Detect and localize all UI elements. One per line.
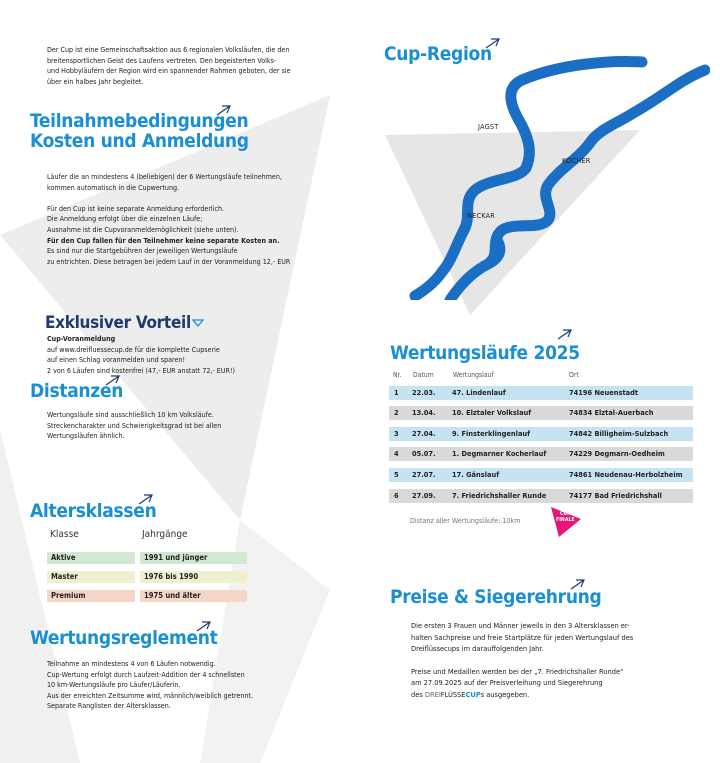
header-nr: Nr. xyxy=(393,371,402,379)
finale-label: CUP FINALE xyxy=(556,511,575,523)
arrow-icon xyxy=(105,374,121,386)
jagst-river xyxy=(415,62,642,296)
vorteil-text: Cup-Voranmeldung auf www.dreifluessecup.de für die komplette Cupserie auf einen Schlag voranmelden und sparen! 2 von 6 Läufen sind kostenfrei (47,- EUR anstatt 72,- EUR!) xyxy=(47,334,235,375)
arrow-icon xyxy=(570,578,586,590)
header-ort: Ort xyxy=(569,371,579,379)
col-klasse-header: Klasse xyxy=(50,529,79,540)
distanz-note: Distanz aller Wertungsläufe: 10km xyxy=(410,516,521,525)
vorteil-title: Exklusiver Vorteil xyxy=(45,313,191,333)
table-row: 3 27.04. 9. Finsterklingenlauf 74842 Billigheim-Sulzbach xyxy=(389,427,693,441)
arrow-icon xyxy=(196,620,212,632)
header-lauf: Wertungslauf xyxy=(453,371,494,379)
teilnahme-text: Läufer die an mindestens 4 (beliebigen) der 6 Wertungsläufe teilnehmen, kommen automatisch in die Cupwertung. Für den Cup ist keine separate Anmeldung erforderlich. Die Anmeldung erfolgt über die einzelnen Läufe; Ausnahme ist die Cupvoranmeldemöglichkeit (siehe unten). Für den Cup fallen für den Teilnehmer keine separate Kosten an. Es sind nur die Startgebühren der jeweiligen Wertungsläufe zu entrichten. Diese betragen bei jedem Lauf in der Voranmeldung 12,- EUR xyxy=(47,172,291,266)
altersklassen-title: Altersklassen xyxy=(30,500,157,522)
table-row: 4 05.07. 1. Degmarner Kocherlauf 74229 Degmarn-Oedheim xyxy=(389,447,693,461)
distanzen-text: Wertungsläufe sind ausschließlich 10 km Volksläufe. Streckencharakter und Schwierigkeitsgrad ist bei allen Wertungsläufen ähnlich. xyxy=(47,410,222,441)
left-triangle xyxy=(0,95,330,520)
region-title: Cup-Region xyxy=(384,43,492,65)
wertungslaeufe-title: Wertungsläufe 2025 xyxy=(390,342,580,364)
arrow-icon xyxy=(216,104,232,116)
arrow-icon xyxy=(485,37,501,49)
rivers-map xyxy=(380,50,710,300)
age-row-jahrgaenge: 1976 bis 1990 xyxy=(140,571,247,583)
map-label-neckar: NECKAR xyxy=(467,211,496,220)
reglement-title: Wertungsreglement xyxy=(30,627,218,649)
age-row-jahrgaenge: 1975 und älter xyxy=(140,590,247,602)
table-row: 2 13.04. 10. Elztaler Volkslauf 74834 Elztal-Auerbach xyxy=(389,406,693,420)
triangle-marker-icon xyxy=(192,318,204,328)
table-row: 1 22.03. 47. Lindenlauf 74196 Neuenstadt xyxy=(389,386,693,400)
age-row-klasse: Master xyxy=(47,571,135,583)
age-row-jahrgaenge: 1991 und jünger xyxy=(140,552,247,564)
col-jahrgaenge-header: Jahrgänge xyxy=(142,529,188,540)
distanzen-title: Distanzen xyxy=(30,380,124,402)
arrow-icon xyxy=(138,493,154,505)
age-row-klasse: Premium xyxy=(47,590,135,602)
table-row: 5 27.07. 17. Gänslauf 74861 Neudenau-Herbolzheim xyxy=(389,468,693,482)
age-row-klasse: Aktive xyxy=(47,552,135,564)
preise-title: Preise & Siegerehrung xyxy=(390,586,602,608)
header-datum: Datum xyxy=(413,371,434,379)
map-label-jagst: JAGST xyxy=(478,122,499,131)
brand-line: des DREIFLÜSSECUPs ausgegeben. xyxy=(411,689,530,699)
map-label-kocher: KOCHER xyxy=(562,156,591,165)
preise-text: Die ersten 3 Frauen und Männer jeweils in den 3 Altersklassen er- halten Sachpreise und freie Startplätze für jeden Wertungslauf des Dreiflüssecups im darauffolgenden Jahr. Preise und Medaillen werden bei der „7. Friedrichshaller Runde“ am 27.09.2025 auf der Preisverleihung und Siegerehrung des DREIFLÜSSECUPs ausgegeben. xyxy=(411,620,701,701)
reglement-text: Teilnahme an mindestens 4 von 6 Läufen notwendig. Cup-Wertung erfolgt durch Laufzeit-Addition der 4 schnellsten 10 km-Wertungsläufe pro Läufer/Läuferin. Aus der erreichten Zeitsumme wird, männlich/weiblich getrennt. Separate Ranglisten der Altersklassen. xyxy=(47,659,254,711)
teilnahme-title: Teilnahmebedingungen Kosten und Anmeldung xyxy=(30,110,249,152)
intro-text: Der Cup ist eine Gemeinschaftsaktion aus 6 regionalen Volksläufen, die den breitensportlichen Geist des Laufens vertreten. Den begeisterten Volks- und Hobbyläufern der Region wird ein spannender Rahmen geboten, der sie über ein halbes Jahr begleitet. xyxy=(47,45,291,86)
table-row: 6 27.09. 7. Friedrichshaller Runde 74177 Bad Friedrichshall xyxy=(389,489,693,503)
arrow-icon xyxy=(557,328,573,340)
